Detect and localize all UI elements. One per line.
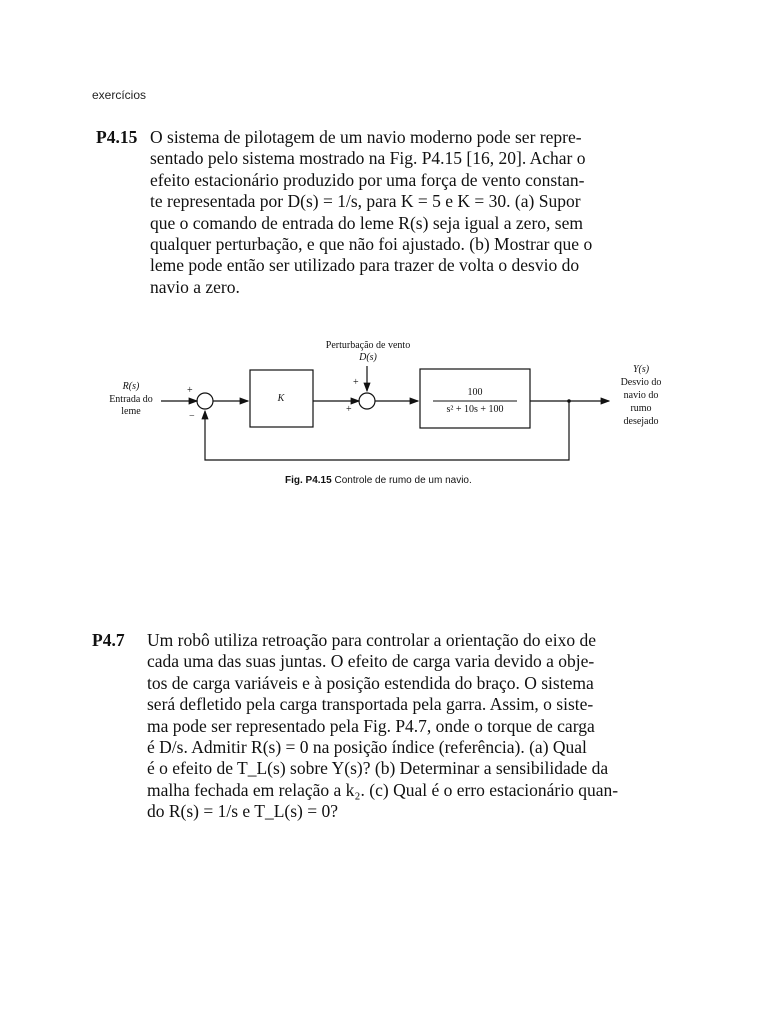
output-label-line-1: Desvio do [620,377,662,388]
output-signal: Y(s) [632,364,650,375]
gain-label: K [277,393,285,404]
document-header: exercícios [92,88,147,102]
output-label-line-2: navio do [623,390,659,401]
problem-number: P4.15 [96,127,138,147]
block-diagram [97,322,675,472]
input-label-line-1: Entrada do [109,394,153,405]
input-signal: R(s) [122,381,140,392]
problem-line: cada uma das suas juntas. O efeito de carga varia devido a obje- [147,651,595,672]
disturbance-label: Perturbação de vento [325,340,411,351]
problem-line: efeito estacionário produzido por uma força de vento constan- [150,169,585,190]
takeoff-point [567,399,571,403]
plant-block [420,369,530,428]
problem-line: ma pode ser representado pela Fig. P4.7, onde o torque de carga [147,715,595,736]
sum2-plus-left: + [346,404,352,415]
sum1-plus-sign: + [187,385,193,396]
summing-junction-1 [197,393,213,409]
plant-denominator: s² + 10s + 100 [446,404,504,415]
feedback-path [205,401,569,460]
sum2-plus-top: + [353,377,359,388]
problem-line: Um robô utiliza retroação para controlar a orientação do eixo de [147,630,596,650]
problem-line: O sistema de pilotagem de um navio moderno pode ser repre- [150,127,582,147]
problem-line: te representada por D(s) = 1/s, para K = 5 e K = 30. (a) Supor [150,191,581,212]
problem-p4-7 [92,630,675,823]
problem-text [150,127,670,298]
figure-caption-text: Controle de rumo de um navio. [334,475,472,486]
output-label-line-4: desejado [623,416,659,427]
disturbance-signal: D(s) [359,352,377,363]
problem-line: sentado pelo sistema mostrado na Fig. P4.15 [16, 20]. Achar o [150,148,586,169]
problem-line: é o efeito de T_L(s) sobre Y(s)? (b) Determinar a sensibilidade da [147,758,609,779]
summing-junction-2 [359,393,375,409]
plant-numerator: 100 [467,387,483,398]
problem-number: P4.7 [92,630,125,650]
problem-line: tos de carga variáveis e à posição estendida do braço. O sistema [147,672,594,693]
problem-p4-15 [96,127,670,298]
problem-line: qualquer perturbação, e que não foi ajustado. (b) Mostrar que o [150,234,593,255]
figure-caption [285,475,472,486]
figure-caption-label: Fig. P4.15 [285,475,332,486]
output-label-line-3: rumo [630,403,652,414]
problem-line: é D/s. Admitir R(s) = 0 na posição índice (referência). (a) Qual [147,737,587,758]
problem-line: será defletido pela carga transportada pela garra. Assim, o siste- [147,694,594,715]
problem-line: leme pode então ser utilizado para trazer de volta o desvio do [150,255,580,276]
problem-text [147,630,675,823]
problem-line: do R(s) = 1/s e T_L(s) = 0? [147,801,338,822]
sum1-minus-sign: − [189,411,195,422]
problem-line: que o comando de entrada do leme R(s) seja igual a zero, sem [150,212,583,233]
block-diagram-figure [97,322,675,497]
problem-line: navio a zero. [150,276,240,297]
problem-line: malha fechada em relação a k₂. (c) Qual é o erro estacionário quan- [147,779,619,800]
input-label-line-2: leme [121,406,141,417]
